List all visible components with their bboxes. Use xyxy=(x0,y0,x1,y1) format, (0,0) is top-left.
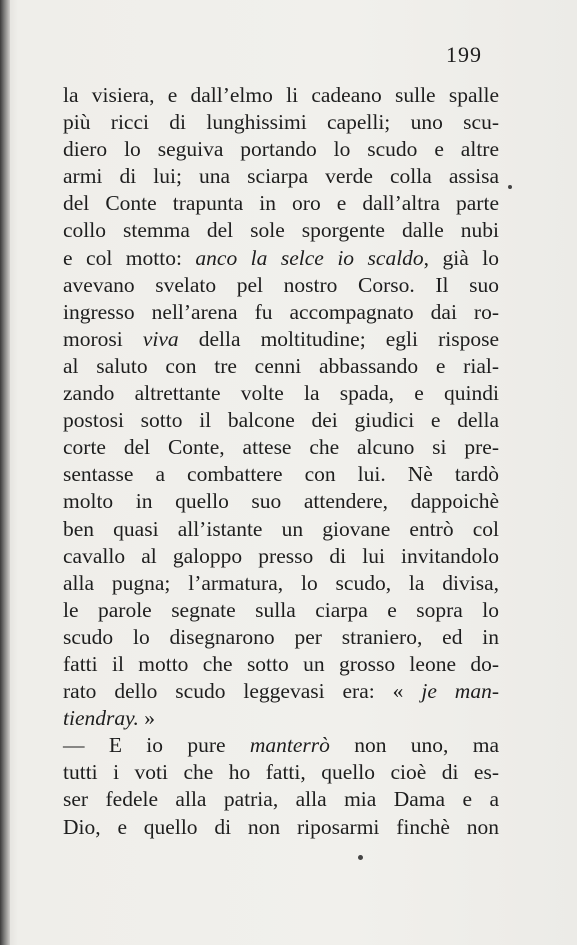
italic-text: tiendray. xyxy=(63,706,139,731)
text-line xyxy=(63,190,499,217)
text-segment: zando altrettante volte la spada, e quindi xyxy=(63,381,499,406)
text-line xyxy=(63,272,499,299)
text-segment: della moltitudine; egli rispose xyxy=(178,326,499,351)
text-line xyxy=(63,516,499,543)
text-segment: corte del Conte, attese che alcuno si pre- xyxy=(63,435,499,460)
text-segment: ingresso nell’arena fu accompagnato dai ro- xyxy=(63,299,499,324)
text-segment: tutti i voti che ho fatti, quello cioè di es- xyxy=(63,760,499,785)
text-segment: armi di lui; una sciarpa verde colla assisa xyxy=(63,164,499,189)
text-line xyxy=(63,732,499,759)
text-segment: , già lo xyxy=(423,245,499,270)
text-line xyxy=(63,597,499,624)
text-segment: sentasse a combattere con lui. Nè tardò xyxy=(63,462,499,487)
italic-text: viva xyxy=(142,326,179,351)
text-segment: morosi xyxy=(63,326,143,351)
text-segment: ben quasi all’istante un giovane entrò col xyxy=(63,516,499,541)
italic-text: je man- xyxy=(421,679,499,704)
text-line xyxy=(63,786,499,813)
text-line xyxy=(63,163,499,190)
ink-speck xyxy=(508,185,512,189)
text-segment: e col motto: xyxy=(63,245,196,270)
text-segment: avevano svelato pel nostro Corso. Il suo xyxy=(63,272,499,297)
text-segment: collo stemma del sole sporgente dalle nubi xyxy=(63,218,499,243)
text-segment: — E io pure xyxy=(63,733,250,758)
text-line xyxy=(63,543,499,570)
text-segment: diero lo seguiva portando lo scudo e altre xyxy=(63,137,499,162)
text-segment: al saluto con tre cenni abbassando e rial- xyxy=(63,353,499,378)
text-segment: alla pugna; l’armatura, lo scudo, la divisa, xyxy=(63,570,499,595)
text-line xyxy=(63,326,499,353)
text-segment: le parole segnate sulla ciarpa e sopra lo xyxy=(63,597,499,622)
text-line xyxy=(63,570,499,597)
text-line xyxy=(63,705,499,732)
text-line xyxy=(63,217,499,244)
text-segment: del Conte trapunta in oro e dall’altra parte xyxy=(63,191,499,216)
text-segment: scudo lo disegnarono per straniero, ed in xyxy=(63,624,499,649)
text-line xyxy=(63,299,499,326)
text-segment: ser fedele alla patria, alla mia Dama e a xyxy=(63,787,499,812)
body-text xyxy=(63,82,499,841)
text-segment: » xyxy=(138,706,155,731)
text-line xyxy=(63,759,499,786)
text-segment: Dio, e quello di non riposarmi finchè non xyxy=(63,814,499,839)
text-line xyxy=(63,245,499,272)
text-line xyxy=(63,624,499,651)
ink-speck xyxy=(358,855,363,860)
text-segment: più ricci di lunghissimi capelli; uno scu- xyxy=(63,110,499,135)
text-line xyxy=(63,488,499,515)
italic-text: anco la selce io scaldo xyxy=(195,245,424,270)
text-segment: postosi sotto il balcone dei giudici e della xyxy=(63,408,499,433)
text-line xyxy=(63,651,499,678)
text-segment: cavallo al galoppo presso di lui invitandolo xyxy=(63,543,499,568)
text-line xyxy=(63,814,499,841)
text-segment: rato dello scudo leggevasi era: « xyxy=(63,679,422,704)
text-line xyxy=(63,678,499,705)
text-segment: non uno, ma xyxy=(329,733,499,758)
text-line xyxy=(63,380,499,407)
text-line xyxy=(63,407,499,434)
page-spine-shadow xyxy=(0,0,10,945)
text-line xyxy=(63,136,499,163)
text-segment: la visiera, e dall’elmo li cadeano sulle spalle xyxy=(63,83,499,107)
text-segment: molto in quello suo attendere, dappoichè xyxy=(63,489,499,514)
page-number: 199 xyxy=(446,42,482,67)
text-line xyxy=(63,353,499,380)
text-line xyxy=(63,434,499,461)
text-line xyxy=(63,109,499,136)
italic-text: manterrò xyxy=(249,733,330,758)
text-segment: fatti il motto che sotto un grosso leone do- xyxy=(63,651,499,676)
text-line xyxy=(63,82,499,109)
text-line xyxy=(63,461,499,488)
